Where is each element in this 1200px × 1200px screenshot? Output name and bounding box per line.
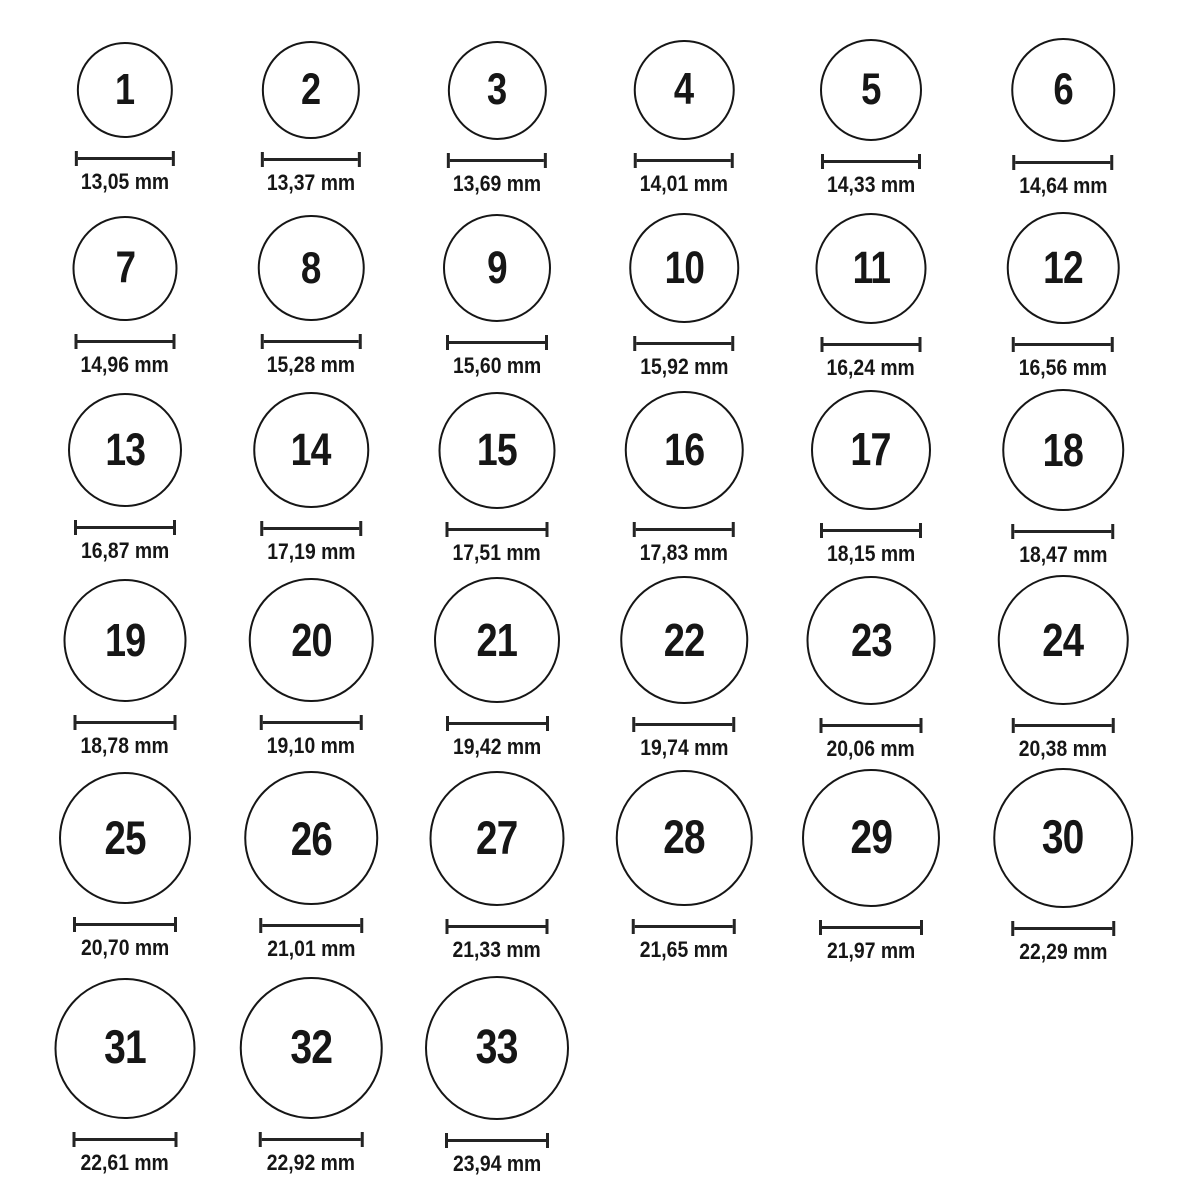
ring-size-cell — [68, 393, 182, 563]
ring-size-cell — [634, 40, 735, 197]
ring-circle — [447, 41, 546, 140]
ring-size-cell — [425, 976, 569, 1176]
measure-tick-right — [172, 334, 175, 349]
ring-circle — [443, 214, 551, 322]
ring-size-cell — [55, 978, 196, 1175]
measure-bar — [823, 343, 919, 346]
ring-size-cell — [430, 771, 565, 962]
ring-size-cell — [59, 772, 191, 960]
diameter-measure-line — [1012, 337, 1114, 352]
diameter-measure-line — [633, 522, 735, 537]
diameter-label: 14,33 mm — [826, 172, 916, 197]
diameter-measure-line — [1011, 921, 1115, 936]
diameter-label: 21,97 mm — [826, 938, 916, 963]
diameter-measure-line — [73, 1132, 178, 1147]
ring-circle — [64, 579, 187, 702]
measure-bar — [263, 340, 358, 343]
ring-size-cell — [64, 579, 187, 758]
measure-bar — [78, 157, 172, 160]
measure-tick-right — [174, 917, 177, 932]
diameter-label: 20,06 mm — [826, 735, 916, 761]
ring-size-number: 10 — [664, 242, 704, 294]
measure-tick-right — [732, 336, 735, 351]
diameter-measure-line — [445, 1133, 550, 1148]
ring-size-number: 25 — [104, 811, 146, 864]
ring-size-number: 11 — [852, 242, 890, 294]
measure-bar — [822, 926, 920, 929]
ring-size-number: 31 — [104, 1021, 146, 1075]
measure-bar — [78, 340, 173, 343]
ring-circle — [244, 771, 378, 905]
ring-size-number: 7 — [115, 242, 135, 292]
ring-size-cell — [629, 213, 739, 379]
diameter-label: 16,87 mm — [80, 538, 170, 563]
diameter-label: 17,19 mm — [266, 538, 356, 564]
measure-tick-right — [1110, 155, 1113, 170]
diameter-measure-line — [75, 151, 175, 166]
diameter-label: 13,05 mm — [80, 169, 170, 194]
measure-bar — [263, 527, 359, 530]
measure-tick-right — [359, 715, 362, 730]
measure-tick-right — [1112, 921, 1115, 936]
diameter-label: 23,94 mm — [452, 1151, 542, 1176]
measure-bar — [635, 723, 732, 726]
measure-bar — [448, 925, 546, 928]
measure-tick-right — [1112, 718, 1115, 733]
diameter-measure-line — [259, 918, 363, 933]
diameter-label: 16,56 mm — [1018, 355, 1108, 381]
diameter-measure-line — [261, 152, 361, 167]
diameter-measure-line — [75, 334, 176, 349]
diameter-measure-line — [819, 920, 923, 935]
diameter-label: 15,92 mm — [639, 353, 729, 379]
ring-circle — [820, 39, 922, 141]
ring-circle — [55, 978, 196, 1119]
measure-bar — [823, 529, 919, 532]
ring-circle — [439, 392, 556, 509]
ring-size-number: 3 — [487, 64, 507, 114]
ring-circle — [434, 577, 560, 703]
ring-size-number: 21 — [476, 613, 518, 666]
ring-size-number: 22 — [663, 613, 705, 666]
measure-bar — [76, 923, 174, 926]
diameter-measure-line — [819, 718, 922, 733]
ring-size-number: 5 — [861, 64, 881, 114]
measure-tick-right — [545, 335, 548, 350]
measure-tick-right — [545, 522, 548, 537]
ring-size-cell — [998, 575, 1129, 762]
ring-size-number: 30 — [1042, 811, 1084, 865]
ring-size-cell — [616, 770, 753, 963]
diameter-label: 20,70 mm — [80, 935, 170, 960]
diameter-label: 21,01 mm — [266, 935, 356, 961]
ring-size-number: 4 — [674, 64, 694, 114]
ring-size-number: 29 — [850, 811, 892, 865]
ring-size-number: 19 — [104, 613, 146, 666]
diameter-measure-line — [260, 715, 363, 730]
measure-bar — [264, 158, 358, 161]
measure-tick-right — [920, 920, 923, 935]
ring-size-cell — [993, 768, 1133, 964]
measure-tick-right — [1111, 524, 1114, 539]
ring-size-cell — [620, 576, 748, 760]
diameter-label: 16,24 mm — [826, 354, 916, 380]
ring-size-number: 32 — [290, 1021, 332, 1075]
ring-circle — [993, 768, 1133, 908]
diameter-label: 19,10 mm — [266, 733, 356, 759]
ring-size-cell — [258, 215, 365, 378]
diameter-measure-line — [821, 154, 922, 169]
ring-size-cell — [802, 769, 940, 963]
ring-size-number: 15 — [476, 424, 518, 476]
diameter-label: 19,42 mm — [452, 734, 542, 759]
diameter-measure-line — [445, 919, 549, 934]
measure-bar — [450, 159, 544, 162]
measure-bar — [262, 1138, 361, 1141]
ring-size-number: 2 — [301, 64, 321, 114]
ring-size-number: 17 — [850, 423, 892, 476]
ring-size-number: 24 — [1042, 613, 1084, 666]
ring-size-cell — [1011, 38, 1115, 198]
diameter-measure-line — [74, 715, 177, 730]
ring-size-number: 14 — [291, 424, 331, 476]
ring-circle — [425, 976, 569, 1120]
ring-size-number: 13 — [105, 424, 145, 476]
diameter-measure-line — [260, 521, 362, 536]
measure-tick-right — [173, 715, 176, 730]
diameter-measure-line — [820, 337, 922, 352]
diameter-label: 20,38 mm — [1018, 736, 1108, 762]
ring-size-number: 8 — [301, 241, 321, 293]
measure-tick-right — [360, 918, 363, 933]
diameter-label: 21,65 mm — [639, 937, 729, 963]
ring-circle — [240, 977, 383, 1120]
diameter-label: 22,61 mm — [80, 1149, 170, 1175]
ring-size-cell — [73, 216, 178, 377]
measure-bar — [637, 159, 731, 162]
diameter-label: 21,33 mm — [452, 936, 542, 962]
measure-tick-right — [546, 1133, 549, 1148]
measure-tick-right — [360, 1132, 363, 1147]
ring-circle — [1007, 212, 1120, 325]
ring-size-number: 16 — [663, 424, 705, 476]
ring-circle — [998, 575, 1129, 706]
measure-bar — [77, 721, 174, 724]
measure-tick-right — [920, 718, 923, 733]
measure-bar — [1014, 927, 1112, 930]
ring-size-number: 6 — [1053, 64, 1073, 114]
ring-size-number: 20 — [290, 613, 332, 666]
diameter-measure-line — [259, 1132, 364, 1147]
ring-size-cell — [625, 391, 744, 566]
ring-circle — [620, 576, 748, 704]
ring-size-cell — [1007, 212, 1120, 381]
measure-bar — [449, 722, 546, 725]
ring-size-cell — [820, 39, 922, 197]
measure-bar — [1016, 161, 1111, 164]
measure-tick-right — [358, 152, 361, 167]
ring-circle — [1002, 389, 1124, 511]
measure-tick-right — [546, 716, 549, 731]
ring-size-number: 28 — [663, 811, 705, 865]
measure-tick-right — [1111, 337, 1114, 352]
measure-bar — [636, 528, 732, 531]
measure-bar — [263, 721, 360, 724]
ring-size-number: 23 — [850, 613, 892, 666]
measure-bar — [262, 924, 360, 927]
diameter-measure-line — [446, 522, 548, 537]
measure-bar — [448, 1139, 547, 1142]
ring-size-number: 9 — [487, 241, 507, 293]
ring-size-number: 1 — [115, 65, 135, 114]
diameter-measure-line — [820, 523, 922, 538]
measure-tick-right — [172, 151, 175, 166]
measure-bar — [1015, 530, 1112, 533]
ring-circle — [1011, 38, 1115, 142]
measure-tick-right — [174, 1132, 177, 1147]
measure-tick-right — [918, 154, 921, 169]
diameter-measure-line — [74, 520, 176, 535]
diameter-measure-line — [632, 919, 736, 934]
ring-size-number: 33 — [475, 1021, 518, 1075]
ring-circle — [249, 578, 374, 703]
measure-tick-right — [544, 153, 547, 168]
ring-size-cell — [261, 41, 361, 195]
measure-bar — [1015, 343, 1111, 346]
ring-circle — [802, 769, 940, 907]
ring-size-cell — [811, 390, 931, 566]
ring-circle — [430, 771, 565, 906]
diameter-label: 18,47 mm — [1018, 541, 1108, 567]
ring-circle — [73, 216, 178, 321]
ring-circle — [816, 213, 927, 324]
ring-size-cell — [75, 42, 175, 194]
ring-circle — [629, 213, 739, 323]
measure-bar — [449, 341, 544, 344]
ring-circle — [634, 40, 735, 141]
ring-size-cell — [807, 576, 936, 761]
diameter-label: 17,51 mm — [452, 539, 542, 565]
diameter-label: 13,69 mm — [452, 170, 542, 196]
measure-tick-right — [733, 919, 736, 934]
ring-size-cell — [249, 578, 374, 759]
diameter-label: 14,01 mm — [639, 171, 729, 197]
diameter-label: 18,78 mm — [80, 732, 170, 758]
diameter-label: 22,29 mm — [1018, 938, 1108, 964]
diameter-measure-line — [447, 153, 547, 168]
ring-circle — [616, 770, 753, 907]
diameter-measure-line — [1011, 718, 1114, 733]
measure-bar — [77, 526, 173, 529]
ring-circle — [77, 42, 173, 138]
measure-bar — [822, 724, 919, 727]
diameter-label: 17,83 mm — [639, 540, 729, 566]
ring-size-cell — [439, 392, 556, 565]
measure-tick-right — [359, 521, 362, 536]
measure-tick-right — [733, 717, 736, 732]
ring-size-number: 12 — [1043, 242, 1083, 294]
ring-size-number: 18 — [1042, 423, 1084, 476]
ring-size-number: 26 — [290, 811, 332, 865]
ring-size-cell — [253, 392, 369, 564]
ring-size-number: 27 — [476, 811, 518, 865]
ring-circle — [262, 41, 360, 139]
measure-tick-right — [173, 520, 176, 535]
diameter-label: 18,15 mm — [826, 541, 916, 566]
diameter-label: 19,74 mm — [639, 734, 729, 760]
ring-circle — [811, 390, 931, 510]
ring-size-cell — [244, 771, 378, 961]
measure-tick-right — [919, 337, 922, 352]
diameter-measure-line — [632, 717, 735, 732]
measure-bar — [635, 925, 733, 928]
ring-circle — [258, 215, 365, 322]
measure-tick-right — [546, 919, 549, 934]
ring-size-cell — [1002, 389, 1124, 567]
ring-circle — [807, 576, 936, 705]
diameter-label: 14,96 mm — [80, 351, 170, 377]
measure-tick-right — [732, 522, 735, 537]
diameter-measure-line — [446, 335, 547, 350]
diameter-label: 13,37 mm — [266, 169, 356, 195]
diameter-measure-line — [446, 716, 549, 731]
measure-tick-right — [731, 153, 734, 168]
ring-size-cell — [816, 213, 927, 380]
diameter-measure-line — [634, 153, 734, 168]
diameter-measure-line — [73, 917, 177, 932]
ring-circle — [59, 772, 191, 904]
diameter-label: 22,92 mm — [266, 1150, 356, 1176]
ring-circle — [253, 392, 369, 508]
diameter-label: 15,28 mm — [266, 352, 356, 378]
ring-circle — [625, 391, 744, 510]
ring-size-cell — [240, 977, 383, 1176]
diameter-measure-line — [1012, 524, 1115, 539]
measure-bar — [824, 160, 919, 163]
measure-tick-right — [359, 334, 362, 349]
diameter-label: 14,64 mm — [1018, 172, 1108, 198]
measure-bar — [636, 342, 731, 345]
measure-bar — [76, 1138, 175, 1141]
ring-size-cell — [443, 214, 551, 378]
measure-bar — [449, 528, 545, 531]
ring-circle — [68, 393, 182, 507]
ring-size-cell — [447, 41, 547, 196]
diameter-label: 15,60 mm — [452, 353, 542, 378]
measure-tick-right — [919, 523, 922, 538]
ring-size-cell — [434, 577, 560, 759]
measure-bar — [1014, 724, 1111, 727]
diameter-measure-line — [633, 336, 734, 351]
diameter-measure-line — [1013, 155, 1114, 170]
diameter-measure-line — [260, 334, 361, 349]
